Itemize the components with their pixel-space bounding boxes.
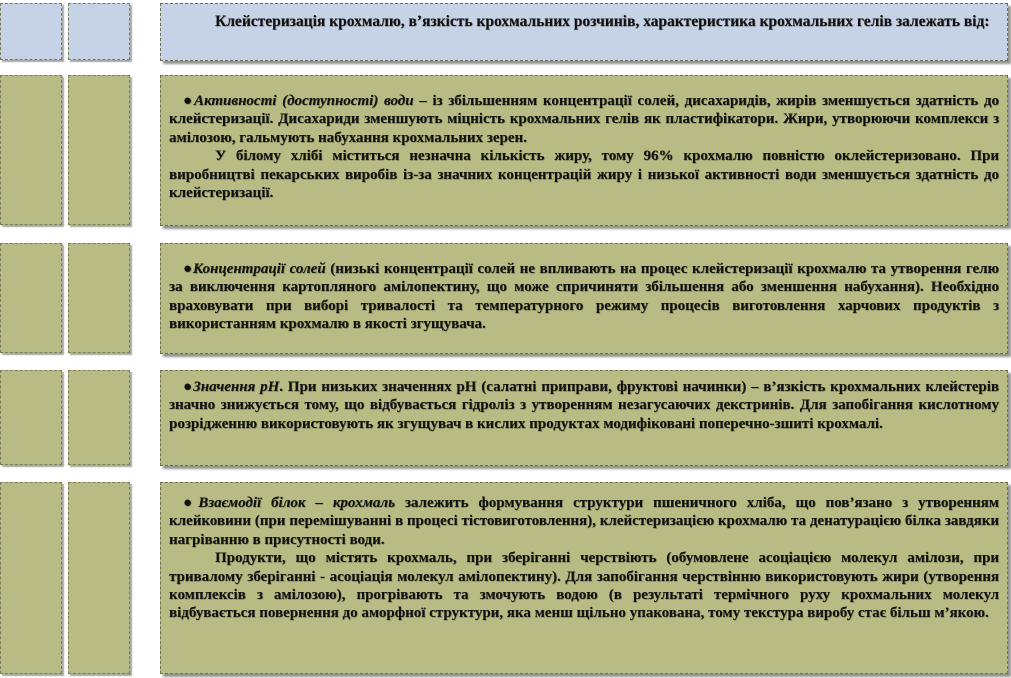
section-ph-value (160, 370, 1008, 466)
row0-right-square (68, 3, 130, 60)
row1-right-square (68, 75, 130, 225)
section-salt-concentration-text: (низькі концентрації солей не впливають на процес клейстеризації крохмалю та утворення гелю за виключення картопляного амілопектину, що може спричиняти збільшення або зменшення набухання). Необхідно враховувати при виборі тривалості та температурного режиму процесів виготовлення харчових продуктів з використанням крохмалю в якості згущувача. (169, 261, 999, 333)
section-protein-starch-para2: Продукти, що містять крохмаль, при зберіганні черствіють (обумовлене асоціацією молекул амілози, при тривалому зберіганні - асоціація молекул амілопектину). Для запобігання черствінню використовують жири (утворення комплексів з амілозою), прогрівають та змочують водою (в результаті термічного руху крохмальних молекул відбувається повернення до аморфної структури, яка менш щільно упакована, тому текстура виробу стає більш м’якою. (169, 550, 999, 622)
row2-left-square (0, 243, 62, 353)
section-ph-value-para1 (169, 378, 999, 433)
section-salt-concentration-para1 (169, 260, 999, 334)
row4-left-square (0, 482, 62, 674)
section-water-activity-para1 (169, 92, 999, 147)
section-ph-value-text: . При низьких значеннях рН (салатні приправи, фруктові начинки) – в’язкість крохмальних клейстерів значно знижується тому, що відбувається гідроліз з утворенням незагусаючих декстринів. Для запобігання кислотному розрідженню використовують як згущувач в кислих продуктах модифіковані поперечно-зшиті крохмалі. (169, 379, 1000, 432)
section-protein-starch-term: ●Взаємодії білок – крохмаль (183, 495, 395, 511)
bullet-icon: ● (183, 379, 194, 395)
row0-left-square (0, 3, 62, 60)
section-salt-concentration-term: ●Концентрації солей (183, 261, 326, 277)
section-ph-value-term: ●Значення рН (183, 379, 280, 395)
section-protein-starch-para1 (169, 494, 999, 549)
section-water-activity (160, 75, 1008, 226)
bullet-icon: ● (183, 261, 193, 277)
section-water-activity-para2: У білому хлібі міститься незначна кількість жиру, тому 96% крохмалю повністю оклейстеризовано. При виробництві пекарських виробів із-за значних концентрацій жиру і низької активності води зменшується здатність до клейстеризації. (169, 148, 999, 202)
row1-left-square (0, 75, 62, 225)
section-salt-concentration (160, 243, 1008, 354)
bullet-icon: ● (183, 93, 194, 109)
section-protein-starch (160, 482, 1008, 674)
section-protein-starch-text: залежить формування структури пшеничного хліба, що пов’язано з утворенням клейковини (при перемішуванні в процесі тістовиготовлення), клейстеризацією крохмалю та денатурацією білка завдяки нагріванню в присутності води. (169, 495, 999, 548)
row3-left-square (0, 370, 62, 465)
header-text: Клейстеризація крохмалю, в’язкість крохмальних розчинів, характеристика крохмальних гелів залежать від: (215, 13, 990, 30)
header-box (160, 3, 1008, 61)
row4-right-square (68, 482, 130, 674)
bullet-icon: ● (183, 495, 199, 511)
row2-right-square (68, 243, 130, 353)
section-water-activity-text: – із збільшенням концентрації солей, дисахаридів, жирів зменшується здатність до клейстеризації. Дисахариди зменшують міцність крохмальних гелів як пластифікатори. Жири, утворюючи комплекси з амілозою, гальмують набухання крохмальних зерен. (169, 93, 999, 146)
row3-right-square (68, 370, 130, 465)
section-water-activity-term: ●Активності (доступності) води (183, 93, 414, 109)
